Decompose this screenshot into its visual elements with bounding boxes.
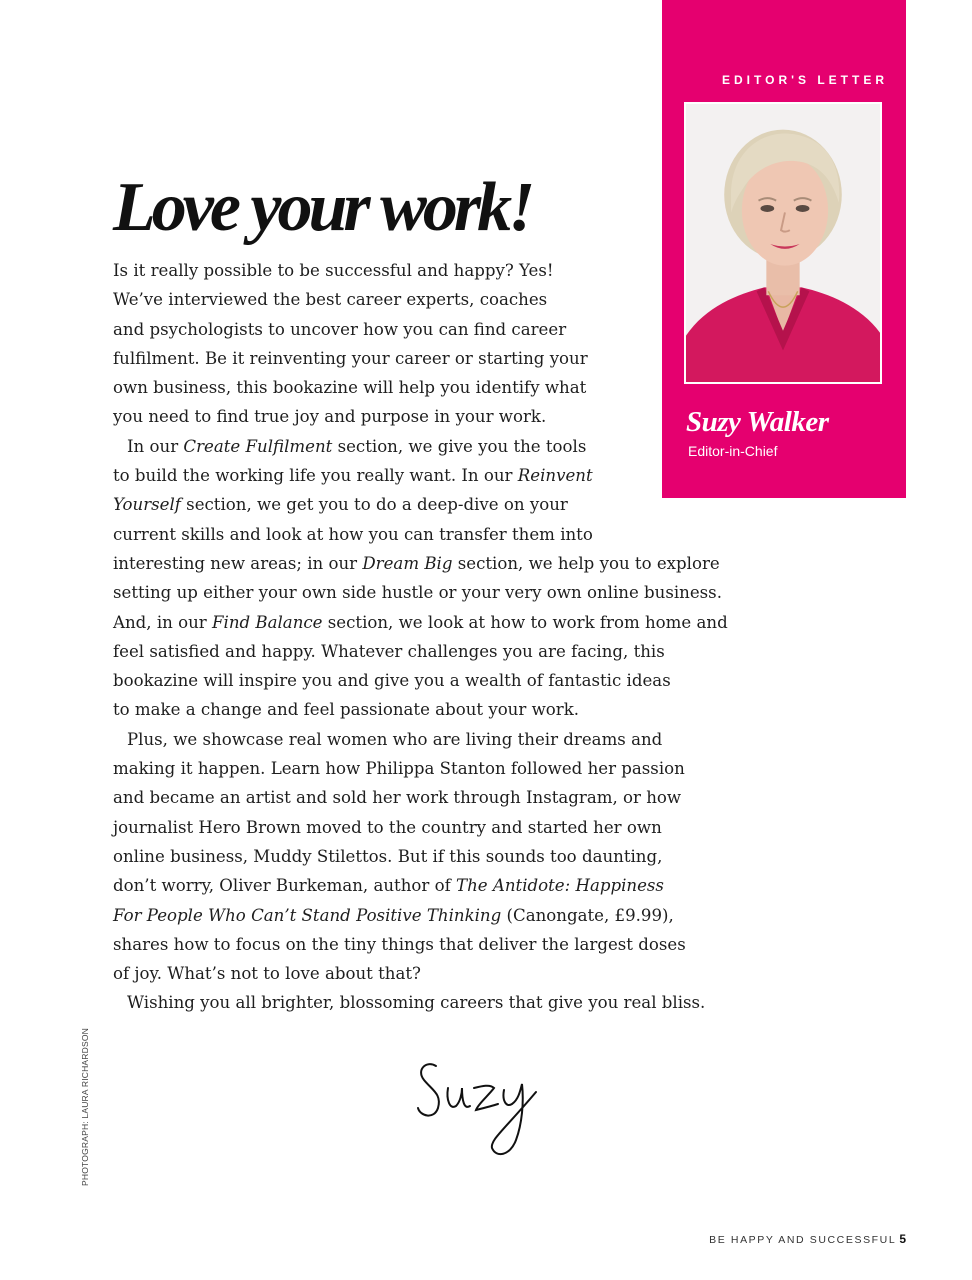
body-line: journalist Hero Brown moved to the country and started her own [113,817,662,837]
page-headline: Love your work! [113,169,532,246]
body-line: Is it really possible to be successful and happy? Yes! [113,261,554,280]
section-reference: Reinvent [517,466,593,486]
section-reference: Create Fulfilment [183,436,333,456]
body-line: don’t worry, Oliver Burkeman, author of The Antidote: Happiness [113,876,664,896]
body-line: online business, Muddy Stilettos. But if this sounds too daunting, [113,846,663,866]
footer-title: BE HAPPY AND SUCCESSFUL [709,1234,897,1246]
body-line: And, in our Find Balance section, we look at how to work from home and [113,612,728,632]
section-reference: Dream Big [362,553,453,573]
body-line: you need to find true joy and purpose in your work. [113,407,547,427]
body-line: to make a change and feel passionate about your work. [113,700,580,720]
body-line: setting up either your own side hustle or your very own online business. [113,583,722,603]
body-line: bookazine will inspire you and give you a wealth of fantastic ideas [113,671,671,691]
editor-letter-body [113,256,763,1018]
body-line: Plus, we showcase real women who are living their dreams and [127,729,663,749]
body-line: interesting new areas; in our Dream Big section, we help you to explore [113,553,720,573]
body-line: current skills and look at how you can transfer them into [113,524,593,544]
handwritten-signature [412,1052,548,1164]
editor-name: Suzy Walker [686,406,829,438]
body-line: of joy. What’s not to love about that? [113,964,421,984]
editor-role: Editor-in-Chief [688,443,778,459]
body-line: own business, this bookazine will help you identify what [113,378,587,398]
book-title: The Antidote: Happiness [456,876,664,896]
body-line: making it happen. Learn how Philippa Stanton followed her passion [113,759,685,779]
section-label: EDITOR'S LETTER [722,73,888,87]
section-reference: Find Balance [212,612,323,632]
body-line: In our Create Fulfilment section, we give you the tools [127,436,587,456]
body-line: and became an artist and sold her work through Instagram, or how [113,788,682,808]
page-number: 5 [899,1232,906,1246]
body-line: shares how to focus on the tiny things that deliver the largest doses [113,934,686,954]
body-line: and psychologists to uncover how you can find career [113,319,567,339]
body-line: Yourself section, we get you to do a deep-dive on your [113,495,568,515]
body-line: Wishing you all brighter, blossoming careers that give you real bliss. [127,993,706,1013]
page-footer [709,1232,906,1246]
section-reference: Yourself [113,495,181,515]
body-line: We’ve interviewed the best career experts, coaches [113,290,548,310]
body-line: For People Who Can’t Stand Positive Thinking (Canongate, £9.99), [113,905,674,925]
body-line: fulfilment. Be it reinventing your career or starting your [113,348,588,368]
body-line: feel satisfied and happy. Whatever challenges you are facing, this [113,641,665,661]
book-title: For People Who Can’t Stand Positive Thinking [113,905,502,925]
body-line: to build the working life you really want. In our Reinvent [113,466,593,486]
photo-credit: PHOTOGRAPH: LAURA RICHARDSON [80,1028,90,1186]
